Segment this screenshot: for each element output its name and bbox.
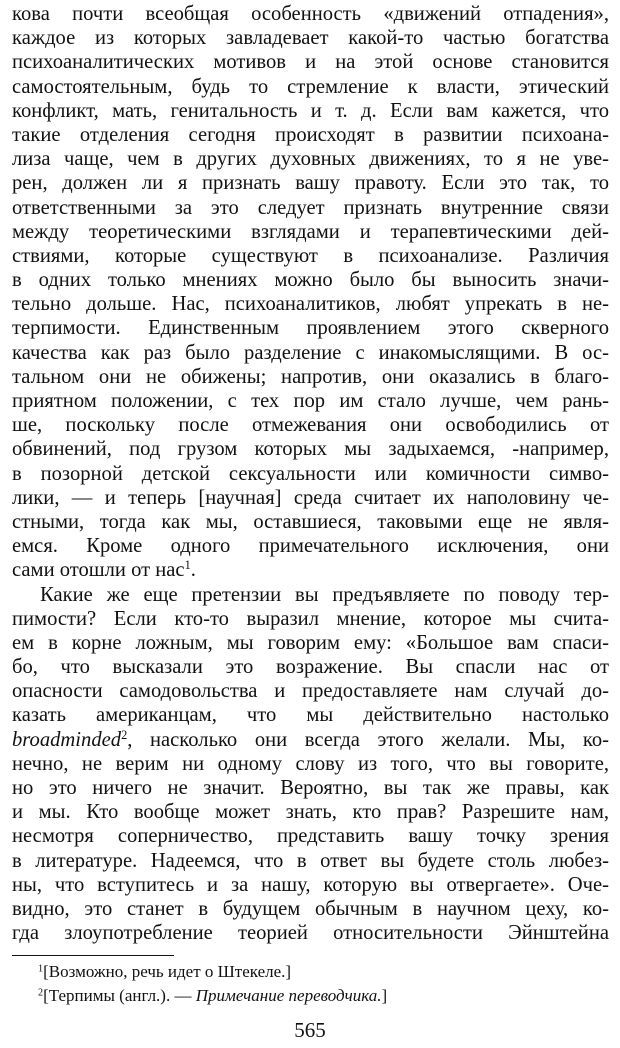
- text-line: емся. Кроме одного примечательного исключения, они: [12, 535, 609, 558]
- text-line: в одних только мнениях можно было бы выносить значи-: [12, 269, 609, 292]
- text-line: несмотря соперничество, представить вашу точку зрения: [12, 825, 609, 848]
- main-text: [12, 2, 609, 945]
- text-line: тальном они не обижены; напротив, они оказались в благо-: [12, 365, 609, 388]
- footnotes: [12, 960, 609, 1008]
- text-line: [12, 558, 609, 582]
- footnote-mark: 2: [38, 987, 44, 999]
- text-line: ем в корне ложным, мы говорим ему: «Большое вам спаси-: [12, 631, 609, 654]
- text-line: обвинений, под грузом которых мы задыхаемся, -например,: [12, 438, 609, 461]
- page-number: 565: [294, 1018, 326, 1042]
- text-line: такие отделения сегодня происходят в развитии психоана-: [12, 123, 609, 146]
- footnote-mark: 1: [38, 963, 44, 975]
- text-line: самостоятельным, будь то стремление к власти, этический: [12, 75, 609, 98]
- text-line: нечно, не верим ни одному слову из того, что вы говорите,: [12, 752, 609, 775]
- text-line: гда злоупотребление теорией относительности Эйнштейна: [12, 922, 609, 945]
- text-line: в позорной детской сексуальности или комичности симво-: [12, 462, 609, 485]
- text-line: ответственными за это следует признать внутренние связи: [12, 196, 609, 219]
- text-line: приятном положении, с тех пор им стало лучше, чем рань-: [12, 390, 609, 412]
- text-line: кова почти всеобщая особенность «движений отпадения»,: [12, 3, 609, 25]
- text-line: тельно дольше. Нас, психоаналитиков, любят упрекать в не-: [12, 293, 609, 316]
- text-line: стными, тогда как мы, оставшиеся, таковыми еще не явля-: [12, 510, 609, 533]
- text-line: Какие же еще претензии вы предъявляете по поводу тер-: [40, 583, 609, 606]
- text-line: ше, поскольку после отмежевания они освободились от: [12, 414, 609, 437]
- text-line: лики, — и теперь [научная] среда считает их наполовину че-: [12, 486, 609, 509]
- text-line: ны, что вступитесь и за нашу, которую вы отвергаете». Оче-: [12, 873, 609, 896]
- text-fragment: .: [190, 559, 196, 582]
- text-line: лиза чаще, чем в других духовных движениях, то я не уве-: [12, 148, 609, 171]
- text-line: конфликт, мать, генитальность и т. д. Если вам кажется, что: [12, 99, 609, 122]
- footnote-text: [Возможно, речь идет о Штекеле.]: [43, 962, 292, 981]
- text-line: [12, 728, 609, 752]
- text-line: казать американцам, что мы действительно настолько: [12, 704, 609, 727]
- footnote-ref: 2: [121, 727, 128, 742]
- paragraph-2: [12, 583, 609, 946]
- footnote-2: [12, 984, 609, 1008]
- footnote-text: [Терпимы (англ.). —: [43, 986, 196, 1005]
- text-line: опасности самодовольства и предоставляете нам случай до-: [12, 680, 609, 703]
- footnote-separator: [12, 955, 174, 956]
- text-line: пимости? Если кто-то выразил мнение, которое мы счита-: [12, 607, 609, 630]
- text-line: рен, должен ли я признать вашу правоту. Если это так, то: [12, 172, 609, 195]
- footnote-text-end: ]: [381, 986, 388, 1005]
- text-line: в литературе. Надеемся, что в ответ вы будете столь любез-: [12, 849, 609, 872]
- footnote-italic: Примечание переводчика.: [195, 986, 382, 1005]
- text-line: и мы. Кто вообще может знать, кто прав? Разрешите нам,: [12, 801, 609, 824]
- text-fragment: , насколько они всегда этого желали. Мы, ко-: [127, 728, 609, 751]
- text-fragment: сами отошли от нас: [12, 559, 185, 582]
- text-line: ствиями, которые существуют в психоанализе. Различия: [12, 244, 609, 267]
- text-line: видно, это станет в будущем обычным в научном цеху, ко-: [12, 897, 609, 920]
- text-line: но это ничего не значит. Вероятно, вы так же правы, как: [12, 777, 609, 799]
- text-line: терпимости. Единственным проявлением этого скверного: [12, 317, 609, 340]
- foreign-term: broadminded: [12, 728, 122, 751]
- text-line: психоаналитических мотивов и на этой основе становится: [12, 51, 609, 74]
- text-line: бо, что высказали это возражение. Вы спасли нас от: [12, 656, 609, 679]
- footnote-1: [12, 960, 609, 984]
- text-line: между теоретическими взглядами и терапевтическими дей-: [12, 220, 609, 243]
- footnote-ref: 1: [184, 558, 191, 573]
- text-line: каждое из которых завладевает какой-то частью богатства: [12, 27, 609, 50]
- text-line: качества как раз было разделение с инакомыслящими. В ос-: [12, 341, 609, 364]
- paragraph-1: [12, 2, 609, 583]
